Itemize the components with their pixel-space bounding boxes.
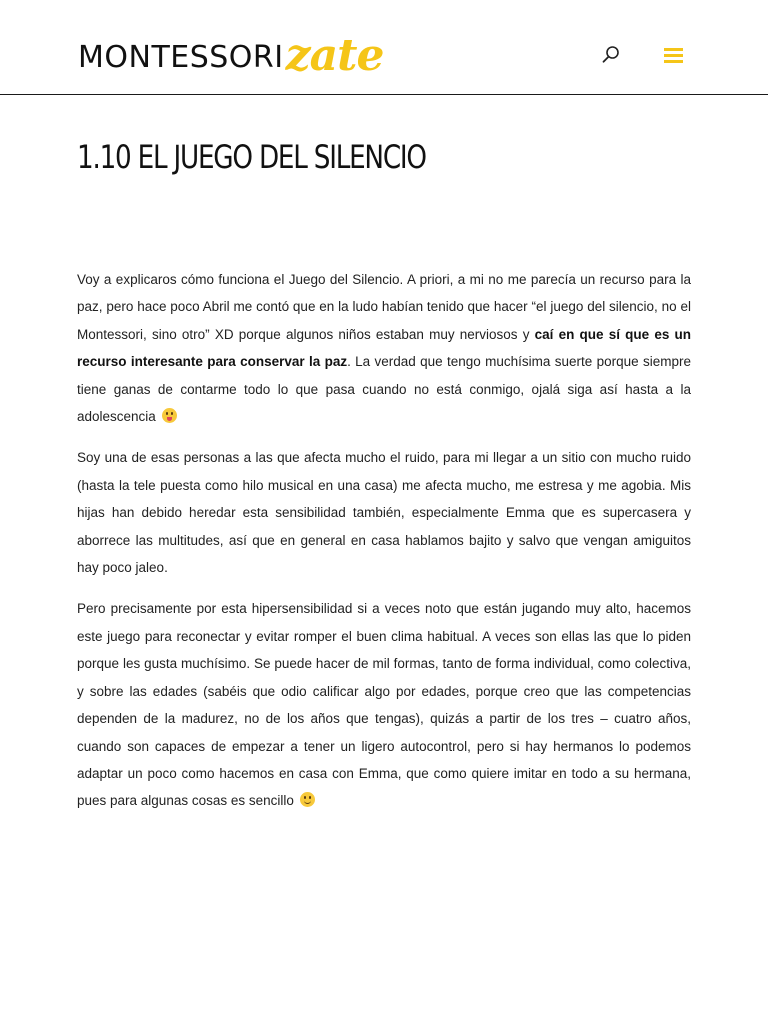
paragraph-text: Voy a explicaros cómo funciona el Juego del Silencio. A priori, a mi no me parecía un recurso para la paz, pero hace poco Abril me contó que en la ludo habían tenido que hacer “el juego del silencio, no el Montessori, sino otro” XD porque algunos niños estaban muy nerviosos y bbox=[77, 272, 691, 342]
menu-bar bbox=[664, 60, 683, 63]
menu-bar bbox=[664, 48, 683, 51]
article-paragraph: Soy una de esas personas a las que afecta mucho el ruido, para mi llegar a un sitio con mucho ruido (hasta la tele puesta como hilo musical en una casa) me afecta mucho, me estresa y me agobia. Mis hijas han debido heredar esta sensibilidad también, especialmente Emma que es supercasera y aborrece las multitudes, así que en general en casa hablamos bajito y salvo que vengan amiguitos hay poco jaleo. bbox=[77, 450, 691, 576]
logo-script-text: zate bbox=[285, 30, 384, 81]
smiling-face-emoji-icon bbox=[300, 792, 315, 807]
article-paragraph bbox=[77, 595, 691, 814]
logo-main-text: MONTESSORI bbox=[78, 40, 284, 75]
site-header bbox=[0, 0, 768, 95]
paragraph-text: Pero precisamente por esta hipersensibilidad si a veces noto que están jugando muy alto, hacemos este juego para reconectar y evitar romper el buen clima habitual. A veces son ellas las que lo piden porque les gusta muchísimo. Se puede hacer de mil formas, tanto de forma individual, como colectiva, y sobre las edades (sabéis que odio calificar algo por edades, porque creo que las competencias dependen de la madurez, no de los años que tengas), quizás a partir de los tres – cuatro años, cuando son capaces de empezar a tener un ligero autocontrol, pero si hay hermanos lo podemos adaptar un poco como hacemos en casa con Emma, que como quiere imitar en todo a su hermana, pues para algunas cosas es sencillo bbox=[77, 601, 691, 809]
paragraph-text: . La verdad que tengo muchísima suerte porque siempre tiene ganas de contarme todo lo que pasa cuando no está conmigo, ojalá siga así hasta a la adolescencia bbox=[77, 354, 691, 425]
site-logo[interactable] bbox=[78, 30, 383, 80]
tongue-face-emoji-icon bbox=[162, 408, 177, 423]
page-title: 1.10 EL JUEGO DEL SILENCIO bbox=[77, 138, 426, 176]
menu-bar bbox=[664, 54, 683, 57]
search-icon-graphic bbox=[600, 44, 622, 66]
paragraph-bold-text: caí en que sí que es un recurso interesante para conservar la paz bbox=[77, 326, 691, 370]
search-icon[interactable] bbox=[600, 44, 622, 66]
hamburger-menu-icon[interactable] bbox=[662, 45, 686, 65]
article-paragraph bbox=[77, 266, 691, 430]
article-content bbox=[77, 266, 691, 829]
